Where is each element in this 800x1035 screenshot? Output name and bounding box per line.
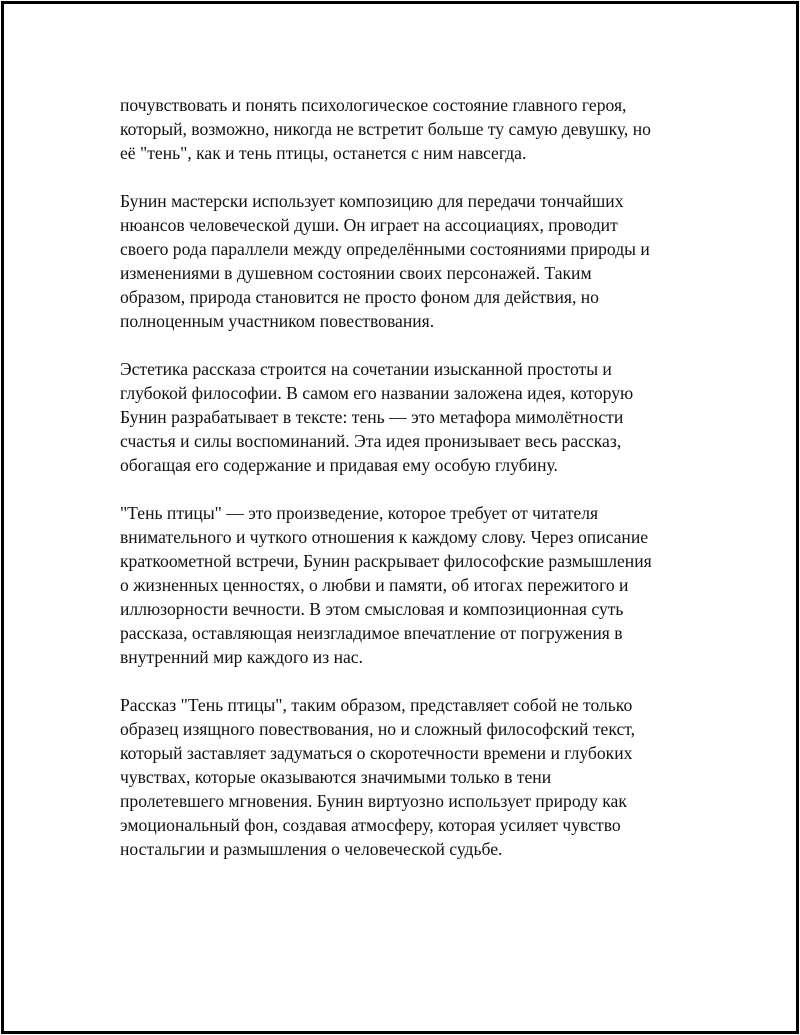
paragraph-5: Рассказ "Тень птицы", таким образом, представляет собой не только образец изящного повествования, но и сложный философский текст, который заставляет задуматься о скоротечности времени и глубоких чувствах, которые оказываются значимыми только в тени пролетевшего мгновения. Бунин виртуозно использует природу как эмоциональный фон, создавая атмосферу, которая усиляет чувство ностальгии и размышления о человеческой судьбе.	[120, 695, 636, 859]
paragraph-2: Бунин мастерски использует композицию для передачи тончайших нюансов человеческой души. Он играет на ассоциациях, проводит своего рода параллели между определёнными состояниями природы и изменениями в душевном состоянии своих персонажей. Таким образом, природа становится не просто фоном для действия, но полноценным участником повествования.	[120, 191, 650, 331]
paragraph-4: "Тень птицы" — это произведение, которое требует от читателя внимательного и чуткого отношения к каждому слову. Через описание краткоометной встречи, Бунин раскрывает философские размышления о жизненных ценностях, о любви и памяти, об итогах пережитого и иллюзорности вечности. В этом смысловая и композиционная суть рассказа, оставляющая неизгладимое впечатление от погружения в внутренний мир каждого из нас.	[120, 503, 652, 667]
paragraph-1: почувствовать и понять психологическое состояние главного героя, который, возможно, никогда не встретит больше ту самую девушку, но её "тень", как и тень птицы, останется с ним навсегда.	[120, 95, 651, 163]
document-body	[120, 93, 700, 885]
page-frame	[1, 1, 799, 1034]
paragraph-3: Эстетика рассказа строится на сочетании изысканной простоты и глубокой философии. В самом его названии заложена идея, которую Бунин разрабатывает в тексте: тень — это метафора мимолётности счастья и силы воспоминаний. Эта идея пронизывает весь рассказ, обогащая его содержание и придавая ему особую глубину.	[120, 359, 634, 475]
